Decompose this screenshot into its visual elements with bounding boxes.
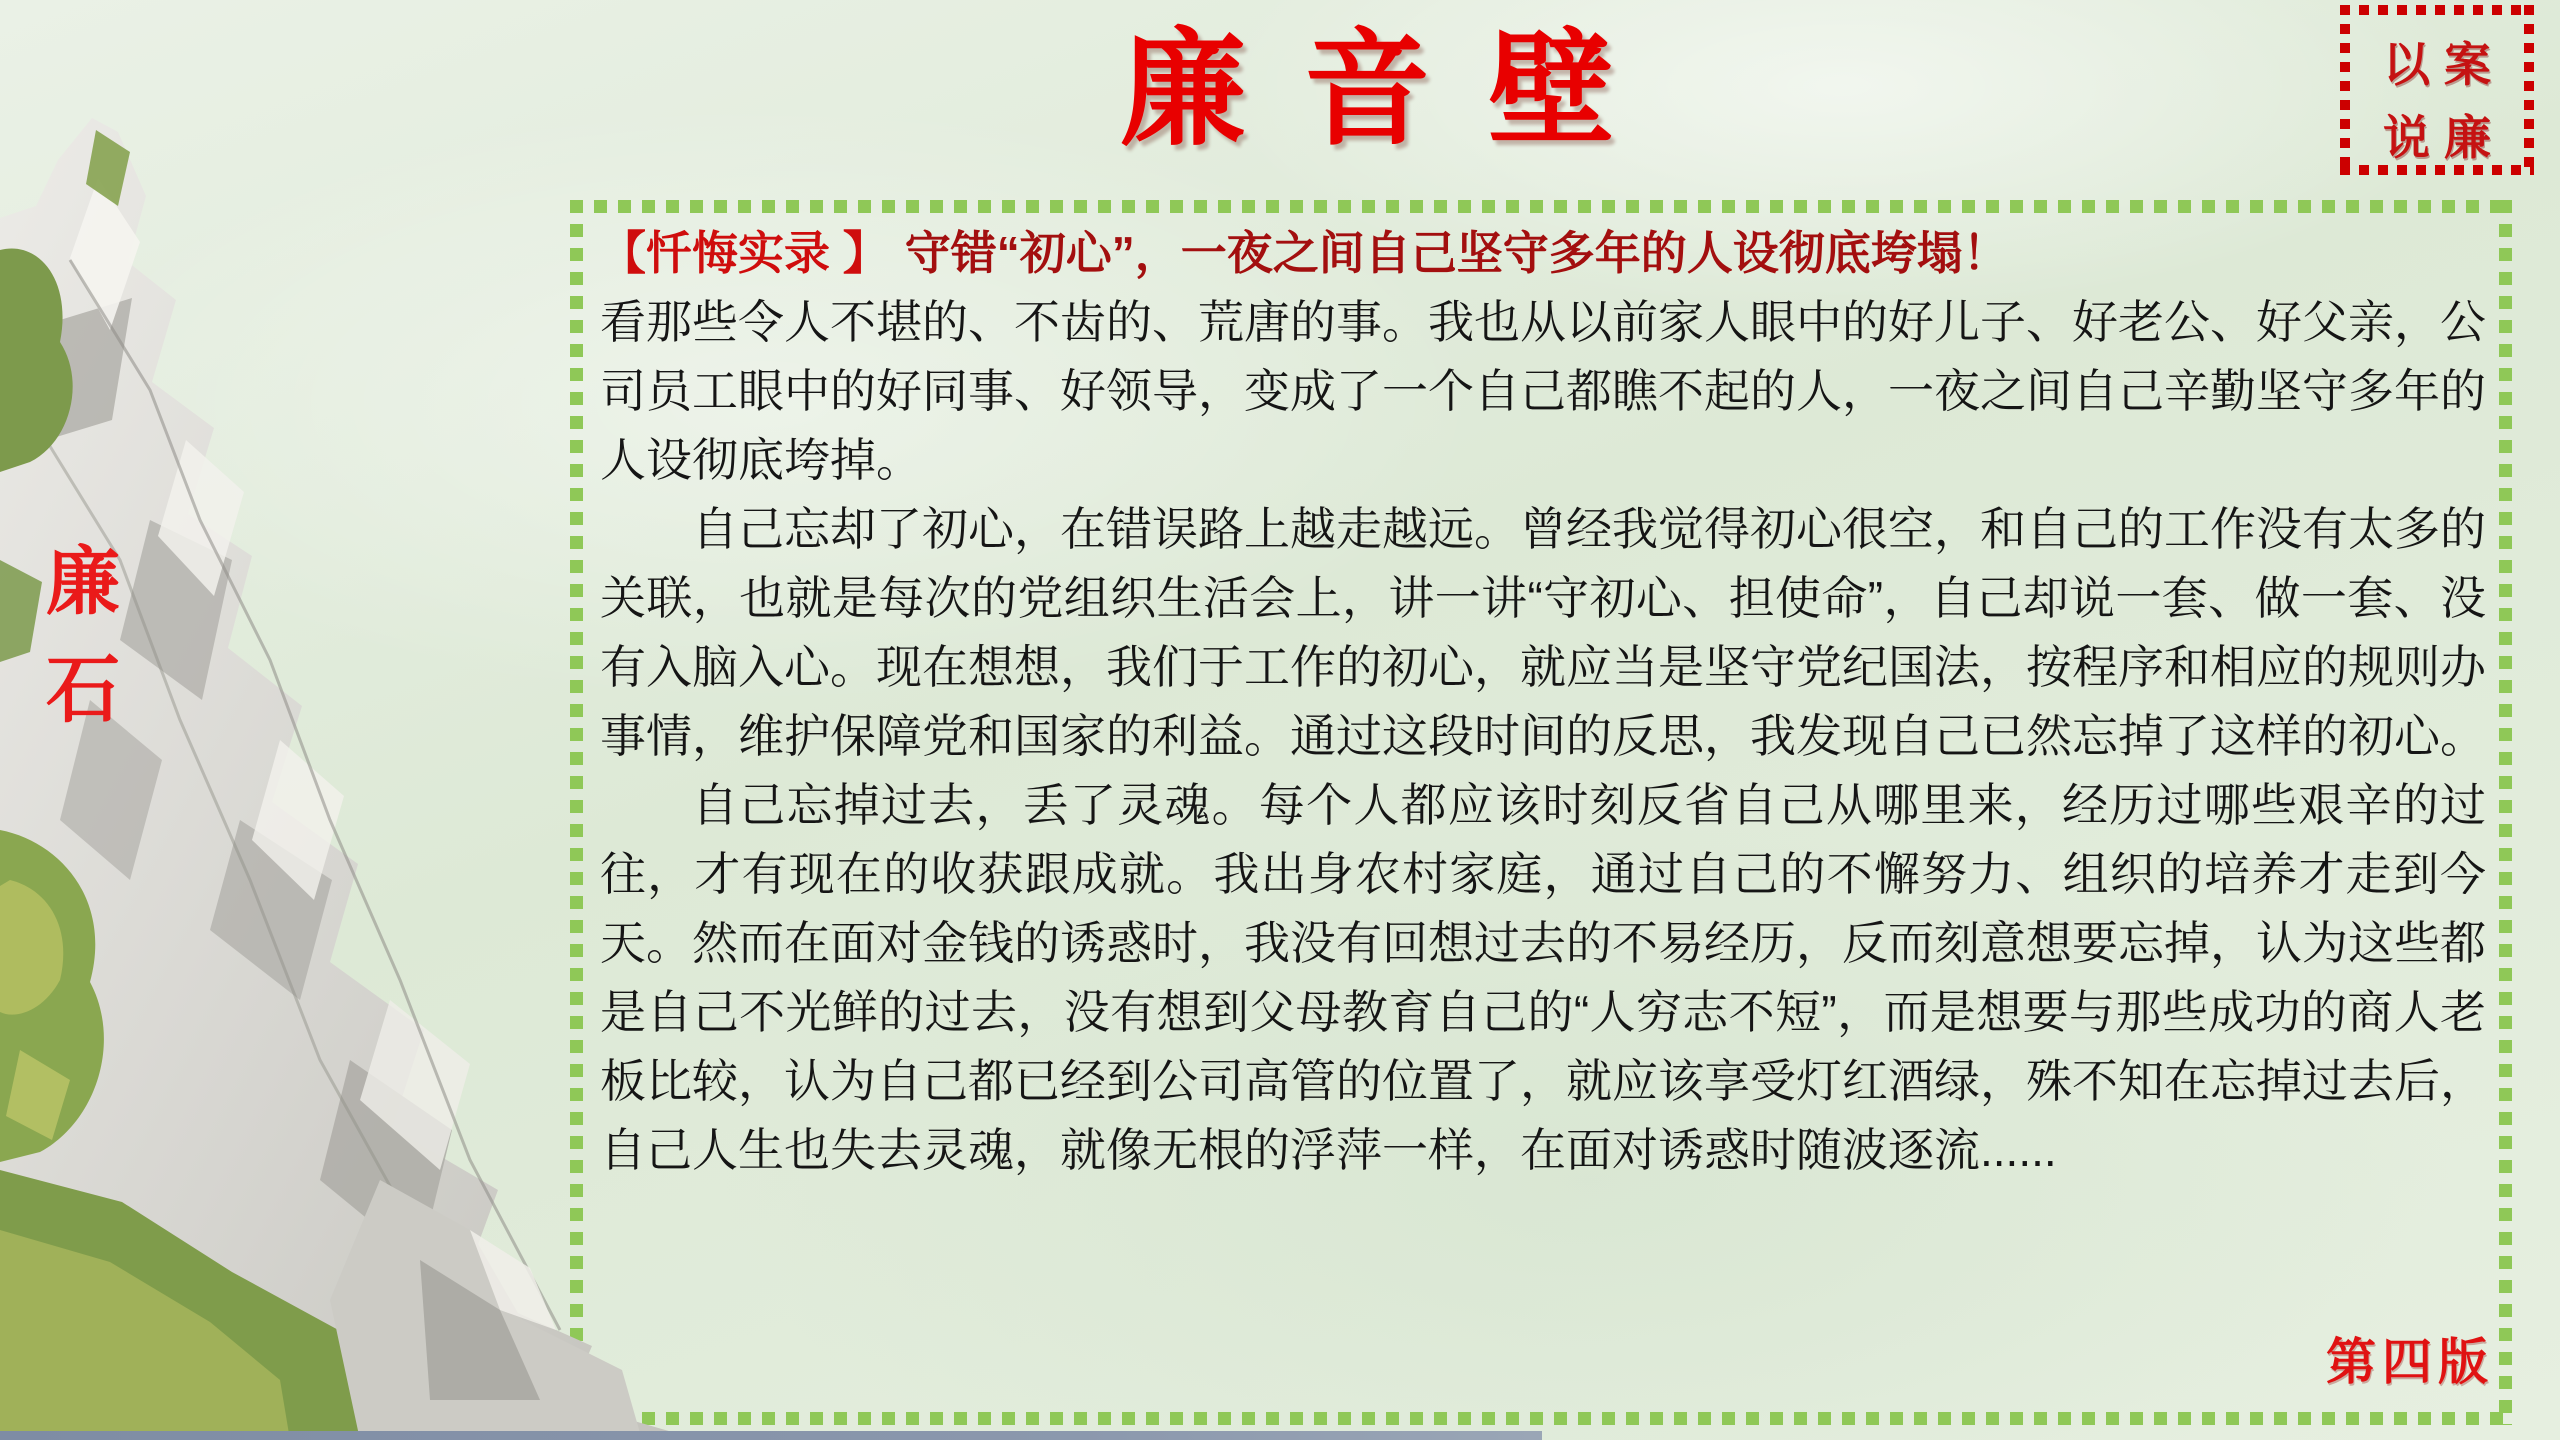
panel-border-bottom [570,1412,2512,1425]
article-paragraph: 自己忘却了初心，在错误路上越走越远。曾经我觉得初心很空，和自己的工作没有太多的关联，也就是每次的党组织生活会上，讲一讲“守初心、担使命”，自己却说一套、做一套、没有入脑入心。现在想想，我们于工作的初心，就应当是坚守党纪国法，按程序和相应的规则办事情，维护保障党和国家的利益。通过这段时间的反思，我发现自己已然忘掉了这样的初心。 [600,503,2486,762]
badge-line-1: 以案 [2383,40,2505,92]
article-body [600,288,2486,1185]
photo-bottom-strip [0,1431,1542,1440]
lianshi-label [46,542,120,732]
panel-border-top [570,200,2512,213]
edition-badge [2340,5,2534,175]
headline-tag: 【忏悔实录 】 [600,227,889,279]
article-paragraph: 自己忘掉过去，丢了灵魂。每个人都应该时刻反省自己从哪里来，经历过哪些艰辛的过往，才有现在的收获跟成就。我出身农村家庭，通过自己的不懈努力、组织的培养才走到今天。然而在面对金钱的诱惑时，我没有回想过去的不易经历，反而刻意想要忘掉，认为这些都是自己不光鲜的过去，没有想到父母教育自己的“人穷志不短”，而是想要与那些成功的商人老板比较，认为自己都已经到公司高管的位置了，就应该享受灯红酒绿，殊不知在忘掉过去后，自己人生也失去灵魂，就像无根的浮萍一样，在面对诱惑时随波逐流...... [600,779,2486,1176]
headline-text: 守错“初心”，一夜之间自己坚守多年的人设彻底垮塌！ [904,227,2009,279]
badge-line-2: 说廉 [2383,113,2505,165]
page-number: 第四版 [2326,1332,2494,1391]
page-title: 廉音壁 [1120,15,1672,163]
lianshi-char-1: 廉 [46,542,120,624]
article-panel [570,200,2512,1425]
lianshi-char-2: 石 [46,650,120,732]
article-paragraph: 看那些令人不堪的、不齿的、荒唐的事。我也从以前家人眼中的好儿子、好老公、好父亲，公司员工眼中的好同事、好领导，变成了一个自己都瞧不起的人，一夜之间自己辛勤坚守多年的人设彻底垮掉。 [600,296,2486,486]
panel-border-right [2499,200,2512,1425]
badge-border-top [2340,5,2534,15]
article-headline [600,224,2486,282]
